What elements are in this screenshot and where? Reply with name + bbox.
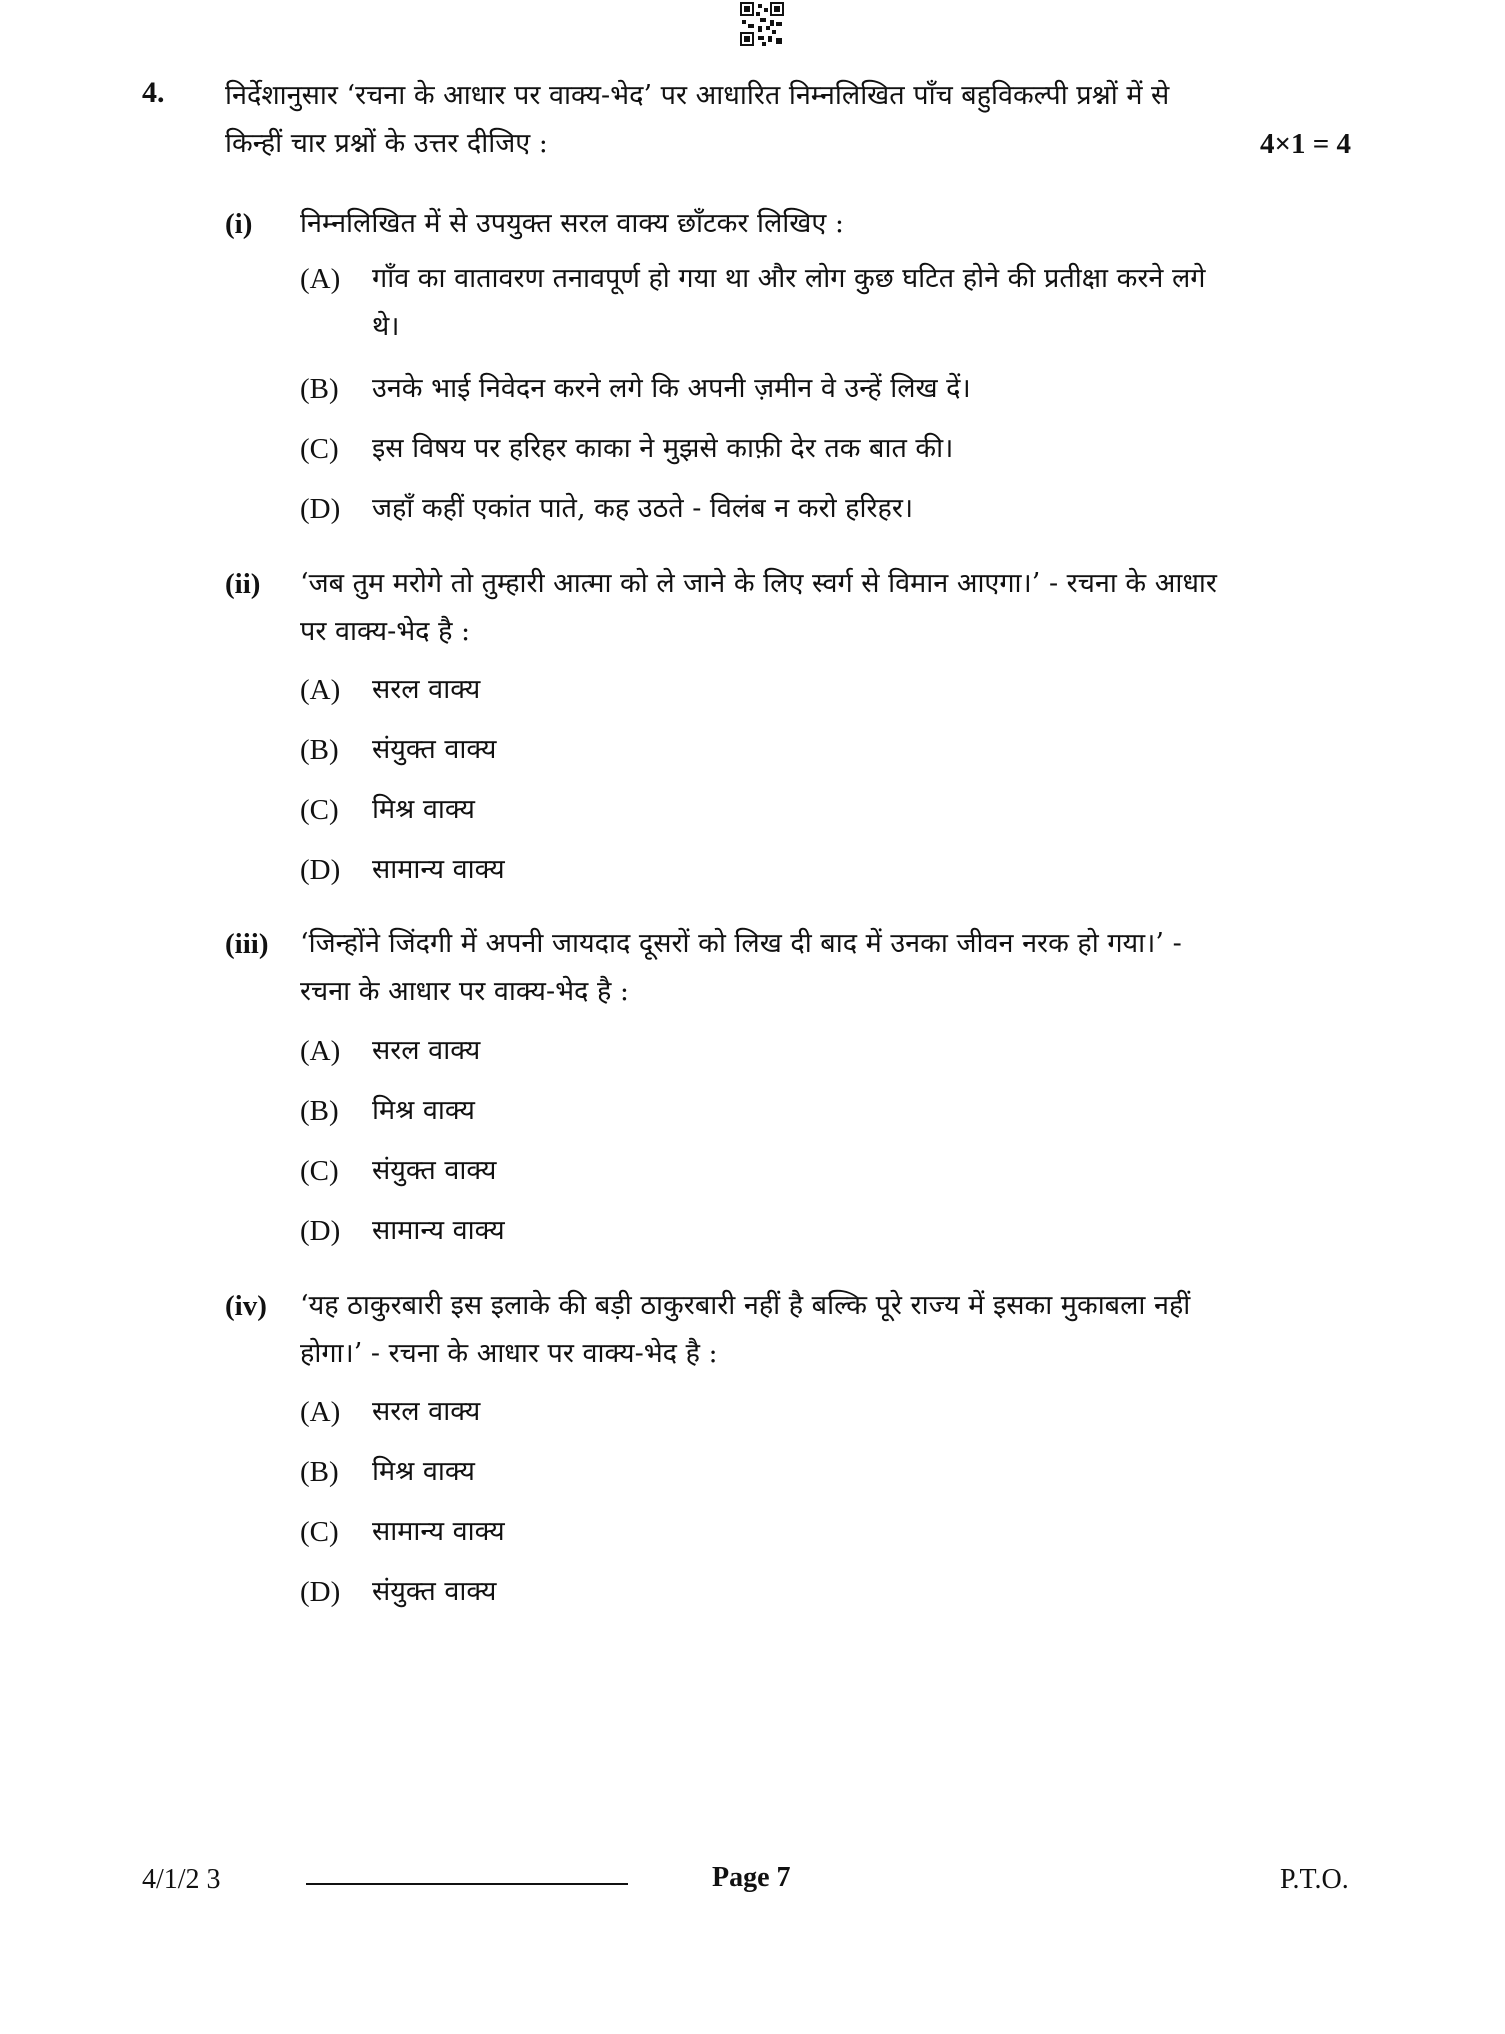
option-text: जहाँ कहीं एकांत पाते, कह उठते - विलंब न करो हरिहर। [372,493,914,524]
footer-paper-code: 4/1/2 3 [142,1864,221,1895]
sub-question-label: (ii) [225,568,261,600]
footer-page-number: Page 7 [712,1862,791,1893]
option-label: (D) [300,854,341,886]
option-label: (B) [300,734,339,766]
option-text: संयुक्त वाक्य [372,1576,497,1607]
option-text: इस विषय पर हरिहर काका ने मुझसे काफ़ी देर तक बात की। [372,433,954,464]
sub-question-label: (i) [225,208,253,240]
option-text: गाँव का वातावरण तनावपूर्ण हो गया था और लोग कुछ घटित होने की प्रतीक्षा करने लगे थे। [372,263,1206,342]
option-text: सामान्य वाक्य [372,854,505,885]
sub-question-label: (iii) [225,928,269,960]
option-text: संयुक्त वाक्य [372,1155,497,1186]
footer-pto: P.T.O. [1280,1864,1349,1895]
option-label: (C) [300,794,339,826]
option-label: (A) [300,1396,341,1428]
option-text: सामान्य वाक्य [372,1215,505,1246]
option-text: सामान्य वाक्य [372,1516,505,1547]
option-label: (A) [300,1035,341,1067]
sub-question-label: (iv) [225,1290,267,1322]
sub-question-text: ‘जब तुम मरोगे तो तुम्हारी आत्मा को ले जाने के लिए स्वर्ग से विमान आएगा।’ - रचना के आधार पर वाक्य-भेद है : [300,568,1217,647]
sub-question-text: निम्नलिखित में से उपयुक्त सरल वाक्य छाँटकर लिखिए : [300,208,844,239]
option-text: उनके भाई निवेदन करने लगे कि अपनी ज़मीन वे उन्हें लिख दें। [372,373,971,404]
option-label: (C) [300,433,339,465]
sub-question-text: ‘यह ठाकुरबारी इस इलाके की बड़ी ठाकुरबारी नहीं है बल्कि पूरे राज्य में इसका मुकाबला नहीं होगा।’ - रचना के आधार पर वाक्य-भेद है : [300,1290,1191,1369]
option-text: मिश्र वाक्य [372,1095,475,1126]
option-label: (B) [300,1095,339,1127]
option-label: (A) [300,263,341,295]
option-label: (D) [300,1576,341,1608]
option-label: (C) [300,1155,339,1187]
option-label: (A) [300,674,341,706]
question-instruction: निर्देशानुसार ‘रचना के आधार पर वाक्य-भेद’ पर आधारित निम्नलिखित पाँच बहुविकल्पी प्रश्नों में से किन्हीं चार प्रश्नों के उत्तर दीजिए : [225,80,1170,159]
option-label: (C) [300,1516,339,1548]
option-text: संयुक्त वाक्य [372,734,497,765]
qr-code-icon [740,2,784,46]
sub-question-text: ‘जिन्होंने जिंदगी में अपनी जायदाद दूसरों को लिख दी बाद में उनका जीवन नरक हो गया।’ - रचना के आधार पर वाक्य-भेद है : [300,928,1182,1007]
question-marks: 4×1 = 4 [1260,128,1352,160]
option-label: (B) [300,373,339,405]
option-label: (B) [300,1456,339,1488]
option-label: (D) [300,493,341,525]
option-text: सरल वाक्य [372,1396,481,1427]
option-text: सरल वाक्य [372,674,481,705]
option-text: मिश्र वाक्य [372,794,475,825]
option-label: (D) [300,1215,341,1247]
footer-divider [306,1883,628,1885]
question-number: 4. [142,76,165,109]
option-text: मिश्र वाक्य [372,1456,475,1487]
option-text: सरल वाक्य [372,1035,481,1066]
